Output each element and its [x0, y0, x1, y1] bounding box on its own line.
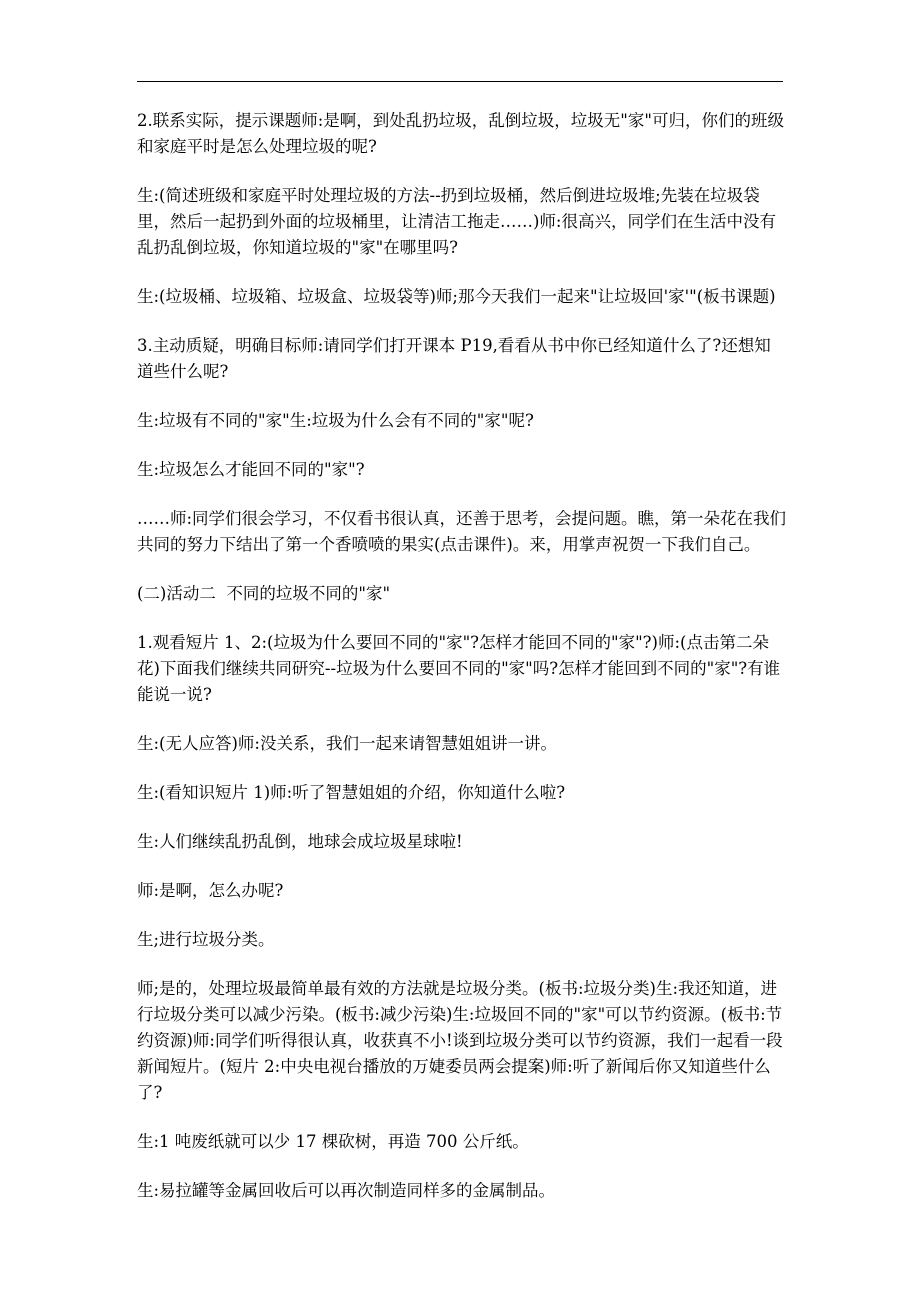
paragraph-12: 生:人们继续乱扔乱倒，地球会成垃圾星球啦! [137, 832, 463, 851]
paragraph-14: 生;进行垃圾分类。 [137, 930, 275, 949]
paragraph-3: 生:(垃圾桶、垃圾箱、垃圾盒、垃圾袋等)师;那今天我们一起来"让垃圾回'家'"(板书课题) [137, 287, 776, 306]
paragraph-7: ……师:同学们很会学习，不仅看书很认真，还善于思考，会提问题。瞧，第一朵花在我们共同的努力下结出了第一个香喷喷的果实(点击课件)。来，用掌声祝贺一下我们自己。 [137, 509, 787, 554]
paragraph-5: 生:垃圾有不同的"家"生:垃圾为什么会有不同的"家"呢? [137, 411, 534, 430]
section-heading: (二)活动二 不同的垃圾不同的"家" [137, 584, 391, 603]
document-body [137, 108, 787, 1227]
paragraph-13: 师:是啊，怎么办呢? [137, 881, 284, 900]
header-rule [137, 81, 783, 82]
paragraph-11: 生:(看知识短片 1)师:听了智慧姐姐的介绍，你知道什么啦? [137, 783, 566, 802]
paragraph-4: 3.主动质疑，明确目标师:请同学们打开课本 P19,看看从书中你已经知道什么了?还想知道些什么呢? [137, 336, 771, 381]
paragraph-17: 生:易拉罐等金属回收后可以再次制造同样多的金属制品。 [137, 1181, 556, 1200]
paragraph-6: 生:垃圾怎么才能回不同的"家"? [137, 460, 365, 479]
paragraph-15: 师;是的，处理垃圾最简单最有效的方法就是垃圾分类。(板书:垃圾分类)生:我还知道，进行垃圾分类可以减少污染。(板书:减少污染)生:垃圾回不同的"家"可以节约资源。(板书:节约资源)师:同学们听得很认真，收获真不小!谈到垃圾分类可以节约资源，我们一起看一段新闻短片。(短片 2:中央电视台播放的万婕委员两会提案)师:听了新闻后你又知道些什么了? [137, 979, 783, 1102]
paragraph-9: 1.观看短片 1、2:(垃圾为什么要回不同的"家"?怎样才能回不同的"家"?)师:(点击第二朵花)下面我们继续共同研究--垃圾为什么要回不同的"家"吗?怎样才能回到不同的"家"?有谁能说一说? [137, 633, 781, 704]
paragraph-2: 生:(简述班级和家庭平时处理垃圾的方法--扔到垃圾桶，然后倒进垃圾堆;先装在垃圾袋里，然后一起扔到外面的垃圾桶里，让清洁工拖走……)师:很高兴，同学们在生活中没有乱扔乱倒垃圾，你知道垃圾的"家"在哪里吗? [137, 186, 776, 257]
paragraph-10: 生:(无人应答)师:没关系，我们一起来请智慧姐姐讲一讲。 [137, 734, 557, 753]
paragraph-1: 2.联系实际，提示课题师:是啊，到处乱扔垃圾，乱倒垃圾，垃圾无"家"可归，你们的班级和家庭平时是怎么处理垃圾的呢? [137, 111, 784, 156]
paragraph-16: 生:1 吨废纸就可以少 17 棵砍树，再造 700 公斤纸。 [137, 1132, 529, 1151]
